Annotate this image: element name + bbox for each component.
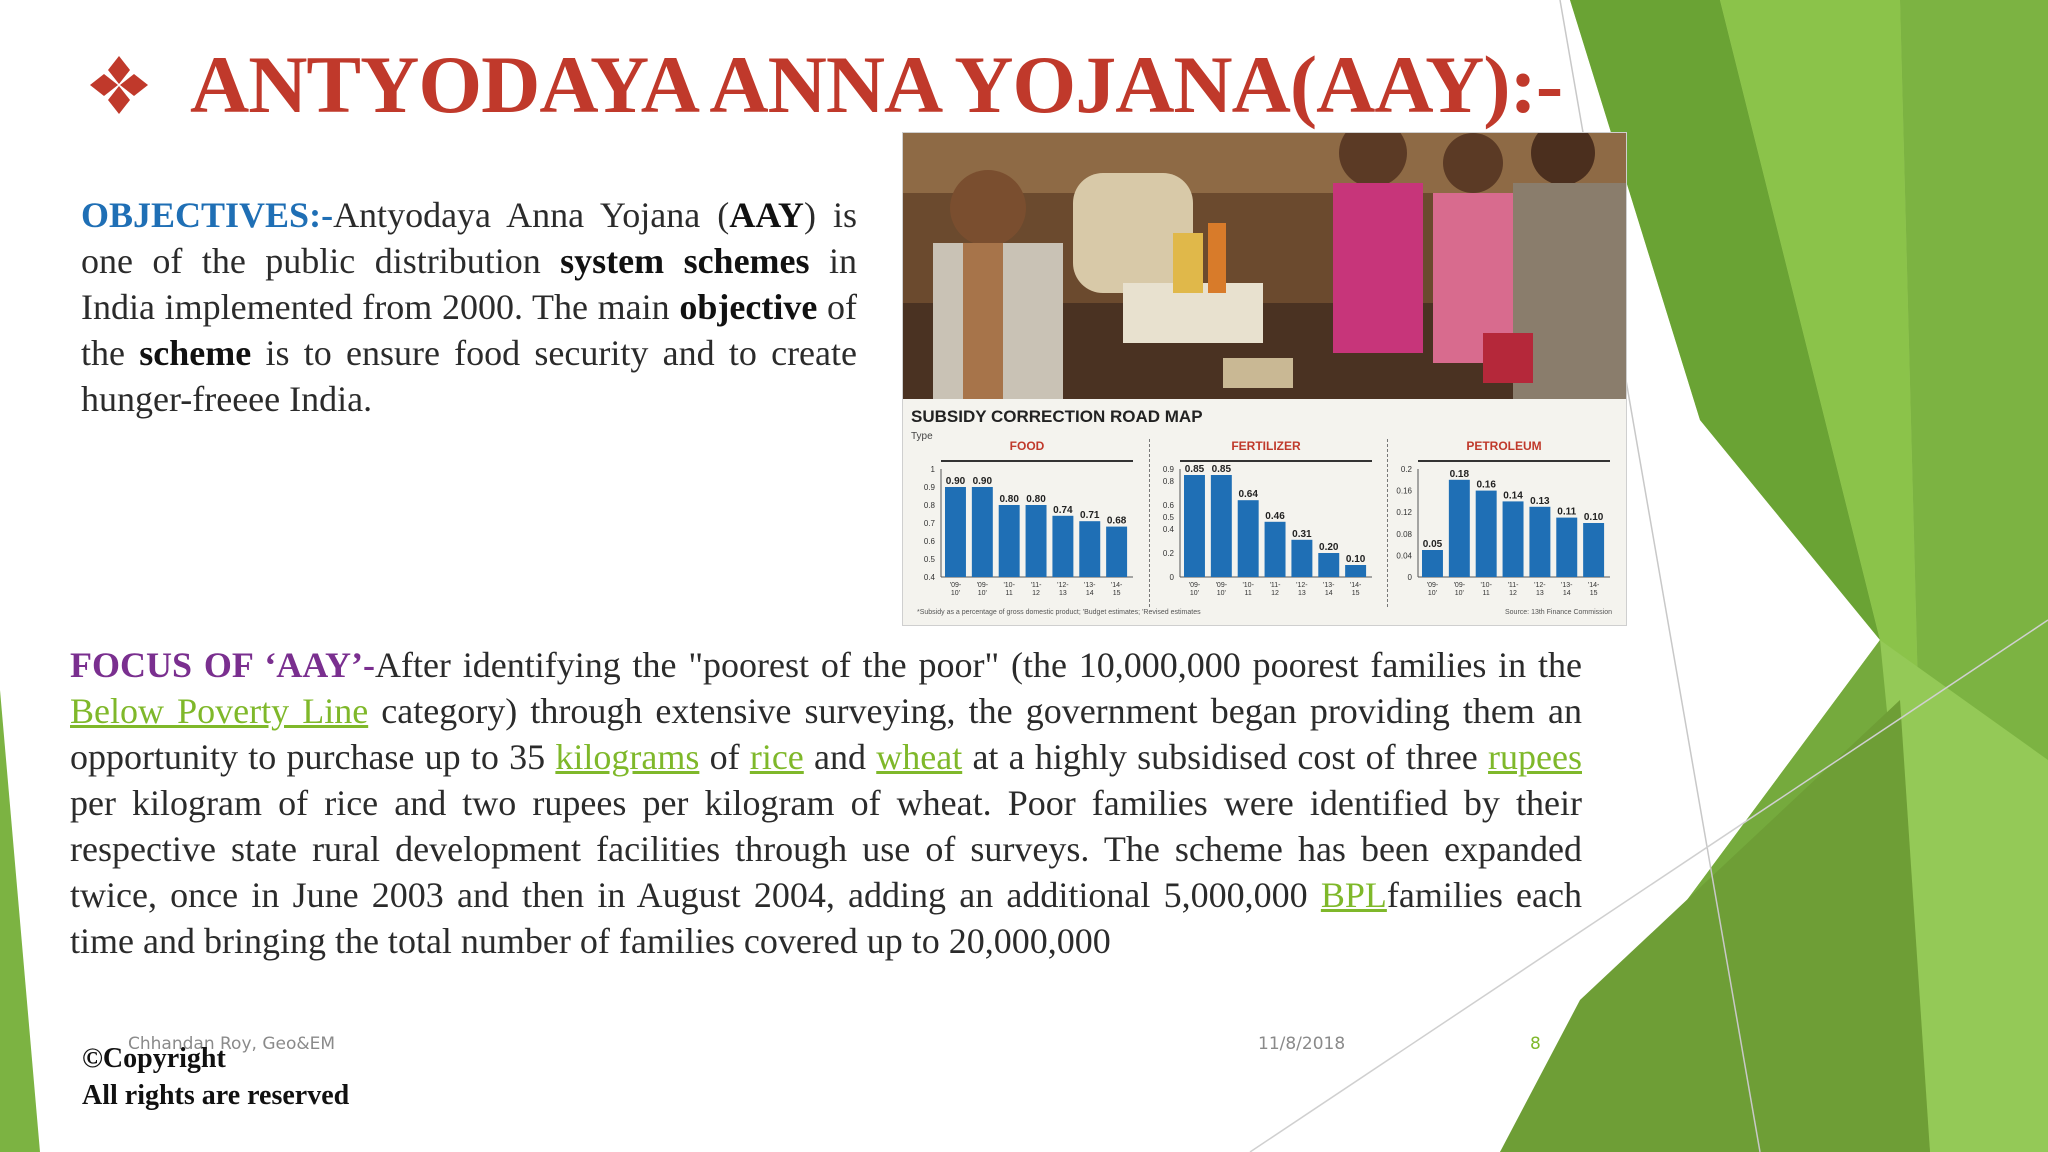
x-tick-label: '14- xyxy=(1110,582,1123,589)
chart-panel-petroleum xyxy=(1387,439,1620,607)
y-tick-label: 0.4 xyxy=(1162,525,1174,534)
focus-text: After identifying the "poorest of the poor" (the 10,000,000 poorest families in the xyxy=(374,645,1582,685)
x-tick-label: '13- xyxy=(1084,582,1096,589)
bar xyxy=(1476,491,1497,577)
x-tick-label: '09- xyxy=(1188,582,1201,589)
data-label: 0.74 xyxy=(1053,504,1073,516)
x-tick-label: '14- xyxy=(1349,582,1362,589)
slide-number: 8 xyxy=(1530,1034,1541,1054)
footer-author: Chhandan Roy, Geo&EM xyxy=(128,1034,336,1054)
fertilizer-bars xyxy=(1150,439,1382,607)
chart-title: SUBSIDY CORRECTION ROAD MAP xyxy=(911,407,1203,426)
data-label: 0.85 xyxy=(1184,464,1205,475)
y-tick-label: 0.9 xyxy=(923,483,935,492)
x-tick-label: 11 xyxy=(1244,590,1252,597)
y-tick-label: 0.8 xyxy=(1162,477,1174,486)
bar xyxy=(1291,540,1312,577)
chart-source: Source: 13th Finance Commission xyxy=(1505,609,1612,616)
y-tick-label: 0.16 xyxy=(1396,486,1412,496)
x-tick-label: '12- xyxy=(1296,582,1308,589)
x-tick-label: '09- xyxy=(949,582,962,589)
data-label: 0.10 xyxy=(1583,512,1604,523)
data-label: 0.46 xyxy=(1265,510,1285,522)
objectives-bold: AAY xyxy=(729,195,804,235)
y-tick-label: 0.6 xyxy=(1162,501,1174,510)
x-tick-label: 14 xyxy=(1324,590,1333,597)
x-tick-label: '14- xyxy=(1587,582,1600,589)
bar xyxy=(1238,500,1259,577)
x-tick-label: '12- xyxy=(1534,582,1546,589)
objectives-text: Antyodaya Anna Yojana ( xyxy=(333,195,730,235)
copyright-notice xyxy=(82,1040,349,1114)
data-label: 0.71 xyxy=(1080,510,1100,522)
data-label: 0.80 xyxy=(1026,494,1046,505)
focus-text: and xyxy=(803,737,877,777)
data-label: 0.14 xyxy=(1503,490,1523,502)
x-tick-label: '10- xyxy=(1480,582,1492,589)
data-label: 0.13 xyxy=(1530,495,1550,507)
data-label: 0.90 xyxy=(945,476,966,487)
y-tick-label: 0.9 xyxy=(1162,465,1174,474)
chart-note: *Subsidy as a percentage of gross domestic product; 'Budget estimates; 'Revised estimates xyxy=(917,609,1201,616)
x-tick-label: 14 xyxy=(1085,590,1094,597)
x-tick-label: '10- xyxy=(1242,582,1254,589)
x-tick-label: 14 xyxy=(1562,590,1571,597)
x-tick-label: '11- xyxy=(1507,582,1519,589)
bar xyxy=(1345,565,1366,577)
data-label: 0.16 xyxy=(1476,479,1496,491)
title-text: ANTYODAYA ANNA YOJANA(AAY):- xyxy=(190,39,1563,130)
x-tick-label: '09- xyxy=(976,582,989,589)
bar xyxy=(1211,475,1232,577)
x-tick-label: 10' xyxy=(1189,590,1200,597)
x-tick-label: 10' xyxy=(1216,590,1226,597)
x-tick-label: '12- xyxy=(1057,582,1069,589)
data-label: 0.68 xyxy=(1106,515,1127,527)
bar xyxy=(1265,522,1286,577)
data-label: 0.31 xyxy=(1292,528,1312,540)
objectives-text: is to ensure food security and to create hunger-freeee India. xyxy=(81,333,857,419)
bar xyxy=(945,487,966,577)
y-tick-label: 0.5 xyxy=(923,555,935,564)
bar xyxy=(1583,523,1604,577)
panel-title: FOOD xyxy=(1009,439,1045,453)
slide-title xyxy=(88,40,1562,130)
x-tick-label: '10- xyxy=(1003,582,1015,589)
focus-label: FOCUS OF ‘AAY’- xyxy=(70,645,375,685)
bar xyxy=(972,487,993,577)
bar xyxy=(1026,505,1047,577)
x-tick-label: 10' xyxy=(950,590,961,597)
objectives-text: ) is one of the public distribution xyxy=(81,195,858,281)
link-kilograms[interactable]: kilograms xyxy=(555,737,700,777)
rights-line: All rights are reserved xyxy=(82,1080,350,1111)
data-label: 0.18 xyxy=(1449,468,1470,480)
bar xyxy=(1556,518,1577,577)
x-tick-label: '09- xyxy=(1426,582,1439,589)
data-label: 0.80 xyxy=(999,494,1019,505)
data-label: 0.10 xyxy=(1345,554,1366,565)
chart-subtitle: Type xyxy=(911,431,933,442)
y-tick-label: 0.4 xyxy=(923,573,935,582)
x-tick-label: 13 xyxy=(1536,590,1544,597)
link-rupees[interactable]: rupees xyxy=(1488,737,1582,777)
data-label: 0.11 xyxy=(1557,506,1577,518)
x-tick-label: 10' xyxy=(1427,590,1438,597)
bar xyxy=(1449,480,1470,577)
chart-panel-fertilizer xyxy=(1149,439,1382,607)
x-tick-label: 10' xyxy=(977,590,987,597)
y-tick-label: 0.2 xyxy=(1162,549,1174,558)
objectives-bold: system schemes xyxy=(560,241,810,281)
x-tick-label: '11- xyxy=(1030,582,1042,589)
focus-text: families each time and bringing the total number of families covered up to 20,000,000 xyxy=(70,875,1582,961)
x-tick-label: 11 xyxy=(1482,590,1490,597)
data-label: 0.20 xyxy=(1319,542,1339,553)
data-label: 0.85 xyxy=(1211,464,1232,475)
panel-title: PETROLEUM xyxy=(1466,439,1542,453)
bar xyxy=(1079,521,1100,577)
x-tick-label: '13- xyxy=(1323,582,1335,589)
link-below-poverty-line[interactable]: Below Poverty Line xyxy=(70,691,369,731)
y-tick-label: 0.6 xyxy=(923,537,935,546)
x-tick-label: 13 xyxy=(1059,590,1067,597)
x-tick-label: 15 xyxy=(1351,590,1360,597)
bar xyxy=(1106,527,1127,577)
panel-title: FERTILIZER xyxy=(1231,439,1301,453)
objectives-text: in India implemented from 2000. The main xyxy=(81,241,857,327)
y-tick-label: 1 xyxy=(930,465,935,474)
y-tick-label: 0.2 xyxy=(1400,465,1412,474)
petroleum-bars xyxy=(1388,439,1620,607)
x-tick-label: 10' xyxy=(1454,590,1464,597)
focus-text: category) through extensive surveying, the government began providing them an opportunity to purchase up to 35 xyxy=(70,691,1583,777)
subsidy-chart xyxy=(903,399,1626,625)
objectives-label: OBJECTIVES:- xyxy=(81,195,334,235)
x-tick-label: '09- xyxy=(1453,582,1466,589)
food-bars xyxy=(911,439,1143,607)
y-tick-label: 0.5 xyxy=(1162,513,1174,522)
objectives-paragraph xyxy=(81,192,857,422)
focus-text: per kilogram of rice and two rupees per kilogram of wheat. Poor families were identified by their respective state rural development facilities through use of surveys. The scheme has been expanded twice, once in June 2003 and then in August 2004, adding an additional 5,000,000 xyxy=(70,783,1582,915)
focus-paragraph xyxy=(70,642,1582,964)
x-tick-label: '13- xyxy=(1561,582,1573,589)
x-tick-label: 12 xyxy=(1509,590,1517,597)
y-tick-label: 0.12 xyxy=(1396,508,1412,518)
focus-text: of xyxy=(699,737,750,777)
ration-shop-photo xyxy=(903,133,1626,399)
objectives-bold: scheme xyxy=(139,333,252,373)
bar xyxy=(1052,516,1073,577)
data-label: 0.90 xyxy=(972,476,993,487)
y-tick-label: 0.04 xyxy=(1396,551,1412,561)
bar xyxy=(1184,475,1205,577)
y-tick-label: 0.7 xyxy=(923,519,935,528)
data-label: 0.64 xyxy=(1238,489,1258,501)
bar xyxy=(999,505,1020,577)
x-tick-label: '09- xyxy=(1215,582,1228,589)
y-tick-label: 0.8 xyxy=(923,501,935,510)
ration-shop-infographic xyxy=(902,132,1627,626)
bar xyxy=(1503,501,1524,577)
y-tick-label: 0.08 xyxy=(1396,529,1412,539)
footer-date: 11/8/2018 xyxy=(1258,1034,1346,1054)
data-label: 0.05 xyxy=(1422,539,1443,550)
x-tick-label: 11 xyxy=(1005,590,1013,597)
x-tick-label: 13 xyxy=(1298,590,1306,597)
y-tick-label: 0 xyxy=(1407,573,1412,582)
bar xyxy=(1422,550,1443,577)
objectives-text: of the xyxy=(81,287,857,373)
link-bpl[interactable]: BPL xyxy=(1320,875,1387,915)
diamond-bullet-icon xyxy=(88,54,150,116)
x-tick-label: 15 xyxy=(1112,590,1121,597)
bar xyxy=(1529,507,1550,577)
copyright-line: ©Copyright xyxy=(82,1043,226,1074)
x-tick-label: 12 xyxy=(1271,590,1279,597)
y-tick-label: 0 xyxy=(1169,573,1174,582)
objectives-bold: objective xyxy=(679,287,818,327)
x-tick-label: 12 xyxy=(1032,590,1040,597)
link-rice[interactable]: rice xyxy=(749,737,804,777)
link-wheat[interactable]: wheat xyxy=(876,737,963,777)
chart-panel-food xyxy=(911,439,1143,607)
bar xyxy=(1318,553,1339,577)
focus-text: at a highly subsidised cost of three xyxy=(962,737,1489,777)
x-tick-label: 15 xyxy=(1589,590,1598,597)
x-tick-label: '11- xyxy=(1269,582,1281,589)
